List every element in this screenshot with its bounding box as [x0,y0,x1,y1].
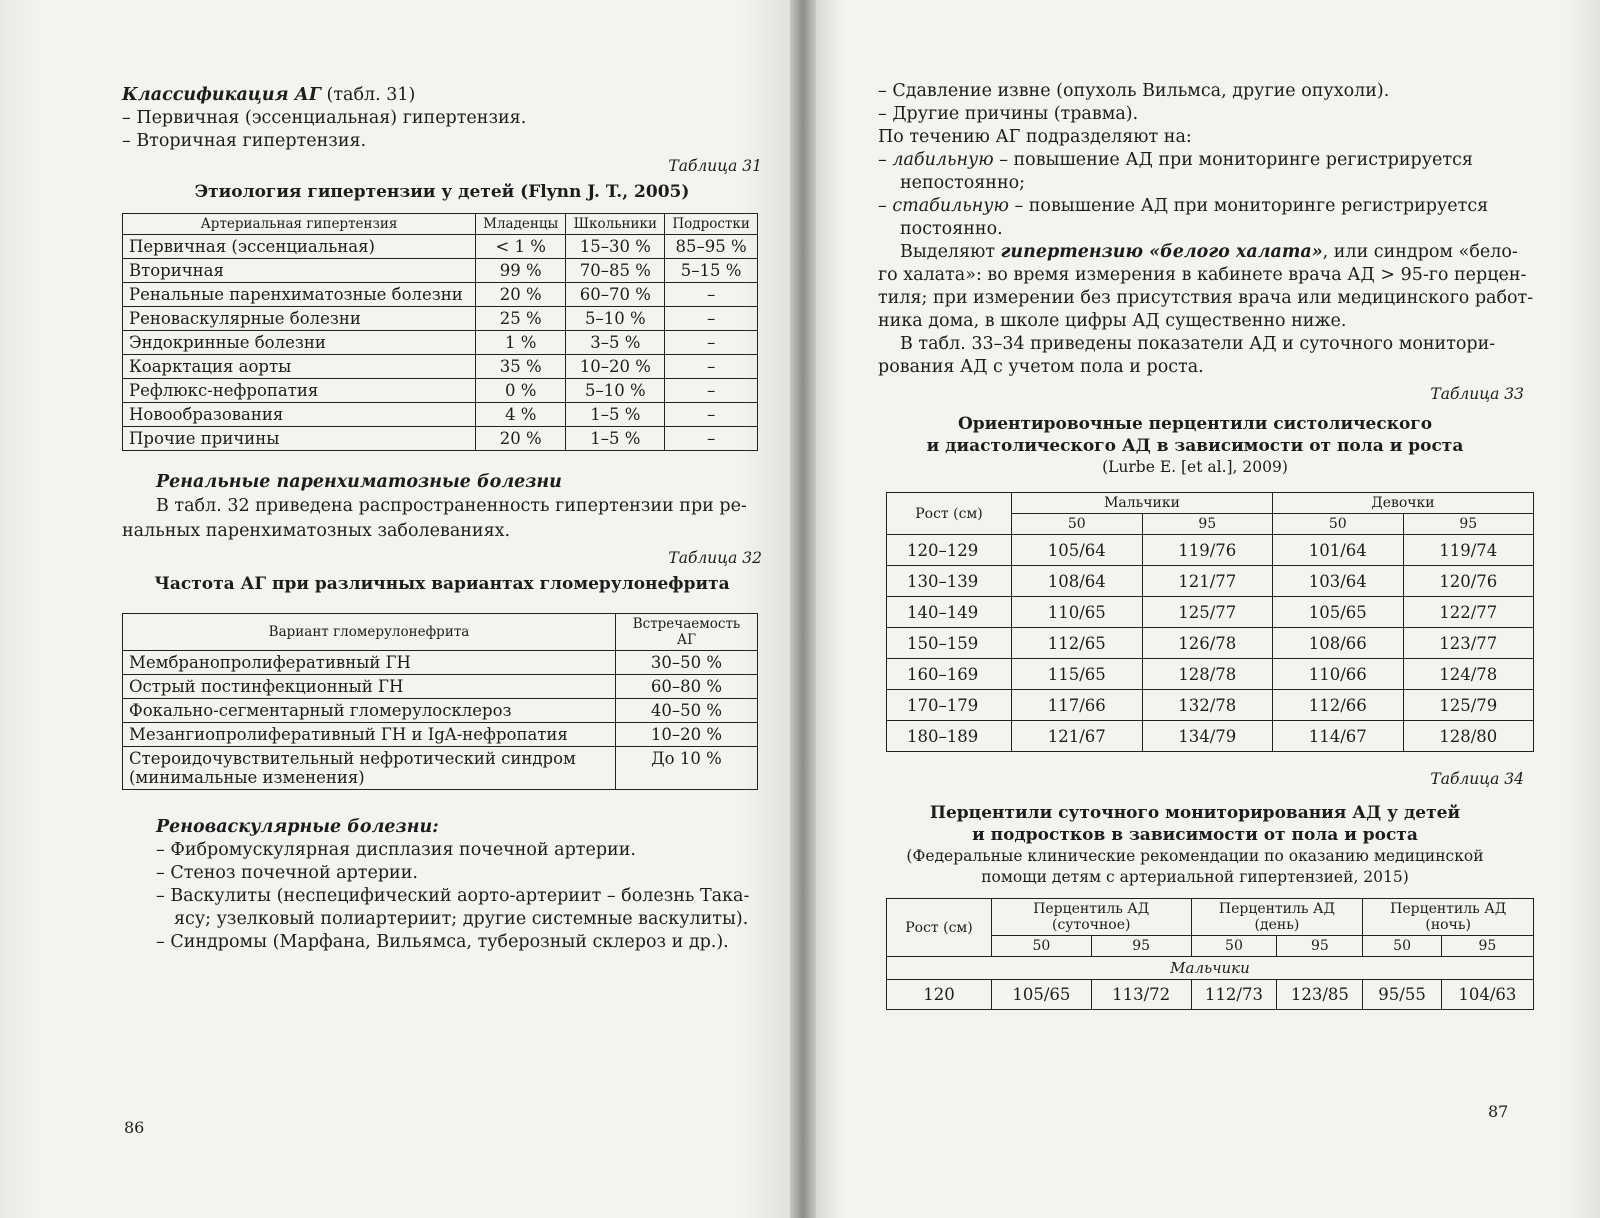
table-cell: 5–10 % [566,307,665,331]
table-cell: 130–139 [887,566,1012,597]
percentile-header: 50 [1012,514,1143,535]
table-cell: До 10 % [616,747,758,790]
table-row [123,355,758,379]
table-row [887,980,1534,1010]
table34-height-header: Рост (см) [887,899,992,957]
table-cell: 25 % [476,307,566,331]
table-row [123,427,758,451]
table-cell: 112/66 [1273,690,1404,721]
table34-boys-row [887,957,1534,980]
table-cell: 105/65 [992,980,1092,1010]
table-row [123,235,758,259]
table-cell: 101/64 [1273,535,1404,566]
renal-heading: Ренальные паренхиматозные болезни [156,472,562,492]
table-cell: 1–5 % [566,427,665,451]
table-cell: 126/78 [1142,628,1273,659]
table-cell: 40–50 % [616,699,758,723]
table31 [122,213,758,451]
table-cell: Мезангиопролиферативный ГН и IgA-нефропатия [123,723,616,747]
table-cell: 110/66 [1273,659,1404,690]
page-number-right: 87 [1488,1102,1509,1121]
whitecoat-line: Выделяют гипертензию «белого халата», или синдром «бело- [900,242,1518,262]
table-cell: 160–169 [887,659,1012,690]
renovascular-heading: Реноваскулярные болезни: [156,817,439,837]
renal-para-line: нальных паренхиматозных заболеваниях. [122,520,511,541]
table34-source: (Федеральные клинические рекомендации по оказанию медицинской [906,847,1484,865]
table-cell: 1 % [476,331,566,355]
table34-title: и подростков в зависимости от пола и роста [972,825,1418,845]
table32-label: Таблица 32 [668,549,762,567]
list-item: – Синдромы (Марфана, Вильямса, туберозный склероз и др.). [156,932,729,952]
percentile-header: 95 [1403,514,1534,535]
table-row [123,379,758,403]
table33 [886,492,1534,752]
table-cell: 112/73 [1191,980,1277,1010]
classification-heading: Классификация АГ (табл. 31) [122,85,416,105]
page-right [804,0,1600,1218]
table-cell: 113/72 [1091,980,1191,1010]
table-cell: 103/64 [1273,566,1404,597]
table34-label: Таблица 34 [1430,770,1524,788]
table-cell: 123/77 [1403,628,1534,659]
table-cell: 10–20 % [566,355,665,379]
table34-group-header: Перцентиль АД (ночь) [1363,899,1534,936]
table-cell: 99 % [476,259,566,283]
percentile-header: 50 [1191,936,1277,957]
table-cell: 3–5 % [566,331,665,355]
table-cell: – [665,379,758,403]
table-cell: Рефлюкс-нефропатия [123,379,476,403]
table-row [887,690,1534,721]
table33-girls-header: Девочки [1273,493,1534,514]
table32-title: Частота АГ при различных вариантах гломерулонефрита [154,574,730,594]
table-row [887,628,1534,659]
table-row [123,723,758,747]
table-row [887,659,1534,690]
list-item: – Васкулиты (неспецифический аорто-артериит – болезнь Така- [156,886,750,906]
table-cell: 30–50 % [616,651,758,675]
classification-item: – Первичная (эссенциальная) гипертензия. [122,108,527,128]
list-item: – Сдавление извне (опухоль Вильмса, другие опухоли). [878,81,1390,101]
table31-header: Артериальная гипертензия [123,214,476,235]
table-cell: 120–129 [887,535,1012,566]
table33-height-header: Рост (см) [887,493,1012,535]
table-cell: Острый постинфекционный ГН [123,675,616,699]
table-cell: 85–95 % [665,235,758,259]
table-cell: 128/80 [1403,721,1534,752]
table31-title: Этиология гипертензии у детей (Flynn J. T., 2005) [194,182,690,202]
table-cell: – [665,355,758,379]
table-cell: 5–15 % [665,259,758,283]
labile-item: – лабильную – повышение АД при мониторинге регистрируется [878,150,1473,170]
table-cell: 105/64 [1012,535,1143,566]
labile-item-cont: непостоянно; [900,173,1026,193]
table31-label: Таблица 31 [668,157,762,175]
table-cell: 108/66 [1273,628,1404,659]
table-cell: 0 % [476,379,566,403]
table32-header: Встречаемость АГ [616,614,758,651]
table-cell: Реноваскулярные болезни [123,307,476,331]
table31-header-row [123,214,758,235]
table-cell: – [665,403,758,427]
table-cell: Вторичная [123,259,476,283]
table-cell: 60–80 % [616,675,758,699]
table-cell: 35 % [476,355,566,379]
table-row [887,721,1534,752]
table-row [123,675,758,699]
list-item: – Другие причины (травма). [878,104,1139,124]
renal-para-line: В табл. 32 приведена распространенность гипертензии при ре- [156,496,747,516]
table-row [123,259,758,283]
table-cell: 128/78 [1142,659,1273,690]
table-cell: 5–10 % [566,379,665,403]
stable-item: – стабильную – повышение АД при мониторинге регистрируется [878,196,1489,216]
whitecoat-line: тиля; при измерении без присутствия врача или медицинского работ- [878,288,1534,308]
table33-label: Таблица 33 [1430,385,1524,403]
whitecoat-line: ника дома, в школе цифры АД существенно ниже. [878,311,1347,331]
table-cell: 60–70 % [566,283,665,307]
table33-boys-header: Мальчики [1012,493,1273,514]
table-cell: 119/76 [1142,535,1273,566]
table34 [886,898,1534,1010]
table-cell: Мембранопролиферативный ГН [123,651,616,675]
table-cell: – [665,427,758,451]
percentile-header: 50 [992,936,1092,957]
table-cell: 123/85 [1277,980,1363,1010]
table-cell: Первичная (эссенциальная) [123,235,476,259]
table34-header-row [887,899,1534,936]
table33-title: и диастолического АД в зависимости от пола и роста [926,436,1464,456]
ref-para-line: В табл. 33–34 приведены показатели АД и суточного монитори- [900,334,1496,354]
table-cell: Коарктация аорты [123,355,476,379]
table-cell: 125/79 [1403,690,1534,721]
table-cell: 121/67 [1012,721,1143,752]
table-row [123,283,758,307]
table-cell: 121/77 [1142,566,1273,597]
table-cell: 120/76 [1403,566,1534,597]
table31-header: Школьники [566,214,665,235]
table31-header: Подростки [665,214,758,235]
table34-title: Перцентили суточного мониторирования АД у детей [929,803,1461,823]
table-cell: 150–159 [887,628,1012,659]
table-cell: Стероидочувствительный нефротический синдром (минимальные изменения) [123,747,616,790]
table-cell: 112/65 [1012,628,1143,659]
table-cell: 124/78 [1403,659,1534,690]
table-cell: 108/64 [1012,566,1143,597]
list-item: – Стеноз почечной артерии. [156,863,418,883]
table33-header-row [887,493,1534,514]
table32-header: Вариант гломерулонефрита [123,614,616,651]
table31-header: Младенцы [476,214,566,235]
ref-para-line: рования АД с учетом пола и роста. [878,357,1204,377]
table-cell: 70–85 % [566,259,665,283]
percentile-header: 95 [1142,514,1273,535]
table-row [123,651,758,675]
table-cell: 117/66 [1012,690,1143,721]
table34-group-header: Перцентиль АД (день) [1191,899,1363,936]
table33-source: (Lurbe E. [et al.], 2009) [1102,458,1288,476]
list-item: ясу; узелковый полиартериит; другие системные васкулиты). [174,909,749,929]
percentile-header: 95 [1091,936,1191,957]
table-row [123,307,758,331]
table-cell: Эндокринные болезни [123,331,476,355]
table-cell: 110/65 [1012,597,1143,628]
table-cell: 4 % [476,403,566,427]
percentile-header: 50 [1273,514,1404,535]
table-cell: 20 % [476,283,566,307]
table-row [123,403,758,427]
table-row [123,747,758,790]
percentile-header: 95 [1441,936,1533,957]
table-cell: Ренальные паренхиматозные болезни [123,283,476,307]
table-cell: 122/77 [1403,597,1534,628]
table-cell: Новообразования [123,403,476,427]
table-row [887,535,1534,566]
page-number-left: 86 [124,1118,145,1137]
renovascular-list [122,839,760,954]
list-item: – Фибромускулярная дисплазия почечной артерии. [156,840,636,860]
table-row [887,597,1534,628]
percentile-header: 95 [1277,936,1363,957]
table32-header-row [123,614,758,651]
course-intro: По течению АГ подразделяют на: [878,127,1192,147]
table-cell: 134/79 [1142,721,1273,752]
table-cell: – [665,307,758,331]
table-cell: Фокально-сегментарный гломерулосклероз [123,699,616,723]
table-cell: 95/55 [1363,980,1441,1010]
table-cell: 170–179 [887,690,1012,721]
table-cell: 20 % [476,427,566,451]
table-cell: 120 [887,980,992,1010]
classification-item: – Вторичная гипертензия. [122,131,367,151]
table-cell: 15–30 % [566,235,665,259]
table-cell: 125/77 [1142,597,1273,628]
whitecoat-line: го халата»: во время измерения в кабинете врача АД > 95-го перцен- [878,265,1527,285]
table33-title: Ориентировочные перцентили систолического [957,414,1433,434]
table-cell: – [665,331,758,355]
table32 [122,613,758,790]
table-row [887,566,1534,597]
table-cell: 132/78 [1142,690,1273,721]
table-row [123,699,758,723]
table34-boys-label: Мальчики [887,957,1534,980]
table-cell: 1–5 % [566,403,665,427]
table-cell: 115/65 [1012,659,1143,690]
table-cell: 105/65 [1273,597,1404,628]
table-cell: 104/63 [1441,980,1533,1010]
stable-item-cont: постоянно. [900,219,1003,239]
table-cell: 10–20 % [616,723,758,747]
table-cell: Прочие причины [123,427,476,451]
table-cell: < 1 % [476,235,566,259]
table-cell: 180–189 [887,721,1012,752]
percentile-header: 50 [1363,936,1441,957]
table-cell: – [665,283,758,307]
table34-group-header: Перцентиль АД (суточное) [992,899,1192,936]
book-gutter [790,0,816,1218]
table-cell: 140–149 [887,597,1012,628]
table-cell: 119/74 [1403,535,1534,566]
table34-source: помощи детям с артериальной гипертензией, 2015) [981,868,1409,886]
table-cell: 114/67 [1273,721,1404,752]
table-row [123,331,758,355]
